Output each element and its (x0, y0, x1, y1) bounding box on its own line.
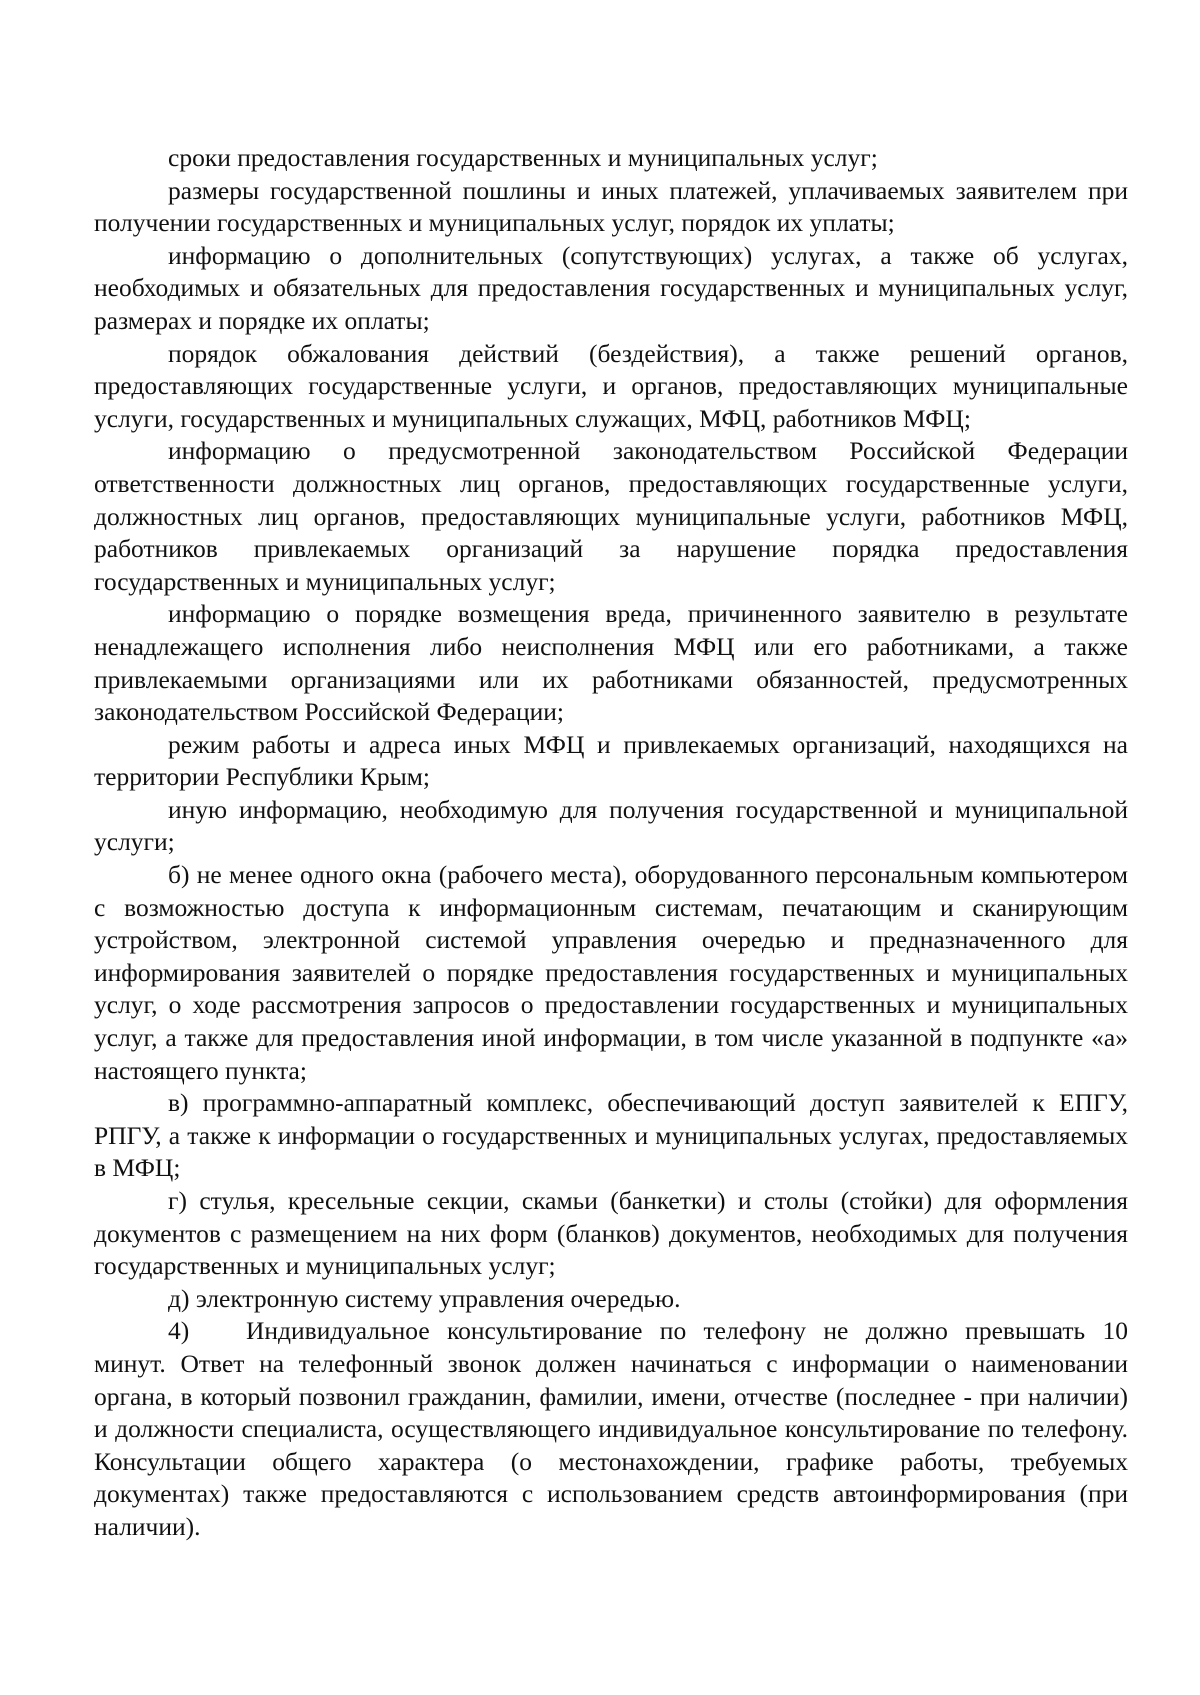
paragraph-state-fee: размеры государственной пошлины и иных платежей, уплачиваемых заявителем при получении государственных и муниципальных услуг, порядок их уплаты; (94, 175, 1128, 238)
paragraph-officials-liability: информацию о предусмотренной законодательством Российской Федерации ответственности должностных лиц органов, предоставляющих государственные услуги, должностных лиц органов, предоставляющих муниципальные услуги, работников МФЦ, работников привлекаемых организаций за нарушение порядка предоставления государственных и муниципальных услуг; (94, 436, 1128, 596)
paragraph-work-schedule: режим работы и адреса иных МФЦ и привлекаемых организаций, находящихся на территории Республики Крым; (94, 729, 1128, 792)
paragraph-appeal-procedure: порядок обжалования действий (бездействия), а также решений органов, предоставляющих государственные услуги, и органов, предоставляющих муниципальные услуги, государственных и муниципальных служащих, МФЦ, работников МФЦ; (94, 338, 1128, 433)
paragraph-item-b: б) не менее одного окна (рабочего места), оборудованного персональным компьютером с возможностью доступа к информационным системам, печатающим и сканирующим устройством, электронной системой управления очередью и предназначенного для информирования заявителей о порядке предоставления государственных и муниципальных услуг, о ходе рассмотрения запросов о предоставлении государственных и муниципальных услуг, а также для предоставления иной информации, в том числе указанной в подпункте «а» настоящего пункта; (94, 860, 1128, 1085)
document-body (94, 142, 1128, 1544)
paragraph-item-4 (94, 1315, 1128, 1543)
paragraph-item-v: в) программно-аппаратный комплекс, обеспечивающий доступ заявителей к ЕПГУ, РПГУ, а также к информации о государственных и муниципальных услугах, предоставляемых в МФЦ; (94, 1088, 1128, 1183)
paragraph-damage-compensation: информацию о порядке возмещения вреда, причиненного заявителю в результате ненадлежащего исполнения либо неисполнения МФЦ или его работниками, а также привлекаемыми организациями или их работниками обязанностей, предусмотренных законодательством Российской Федерации; (94, 599, 1128, 727)
paragraph-item-g: г) стулья, кресельные секции, скамьи (банкетки) и столы (стойки) для оформления документов с размещением на них форм (бланков) документов, необходимых для получения государственных и муниципальных услуг; (94, 1186, 1128, 1281)
paragraph-item-d: д) электронную систему управления очередью. (168, 1283, 681, 1313)
item-4-text: Индивидуальное консультирование по телефону не должно превышать 10 минут. Ответ на телефонный звонок должен начинаться с информации о наименовании органа, в который позвонил гражданин, фамилии, имени, отчестве (последнее - при наличии) и должности специалиста, осуществляющего индивидуальное консультирование по телефону. Консультации общего характера (о местонахождении, графике работы, требуемых документах) также предоставляются с использованием средств автоинформирования (при наличии). (94, 1316, 1128, 1541)
item-4-number: 4) (168, 1316, 190, 1346)
paragraph-other-information: иную информацию, необходимую для получения государственной и муниципальной услуги; (94, 794, 1128, 857)
paragraph-additional-services: информацию о дополнительных (сопутствующих) услугах, а также об услугах, необходимых и обязательных для предоставления государственных и муниципальных услуг, размерах и порядке их оплаты; (94, 240, 1128, 335)
paragraph-service-terms: сроки предоставления государственных и муниципальных услуг; (168, 143, 878, 172)
